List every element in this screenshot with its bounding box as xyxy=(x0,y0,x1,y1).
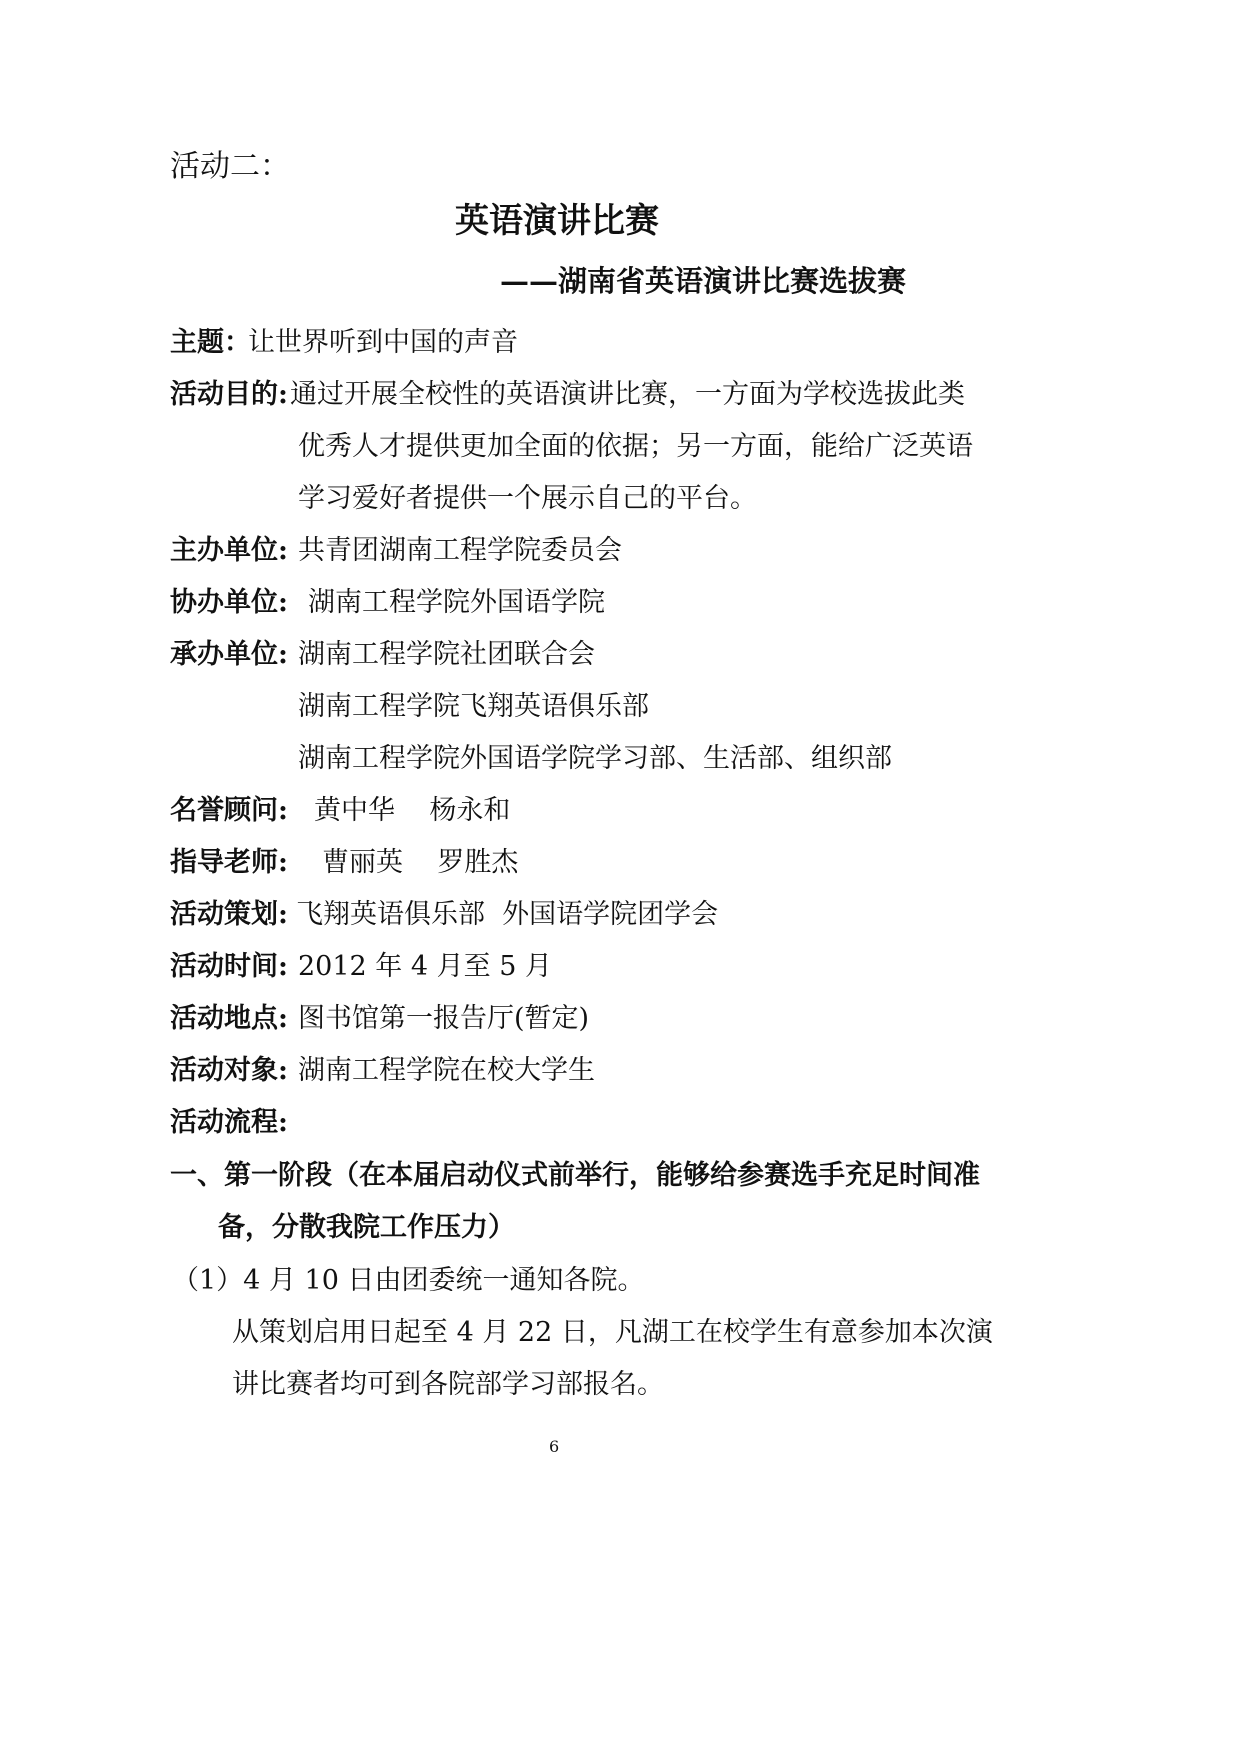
purpose-line: 通过开展全校性的英语演讲比赛，一方面为学校选拔此类 xyxy=(290,379,965,410)
purpose-line: 学习爱好者提供一个展示自己的平台。 xyxy=(298,483,757,514)
stage-one-heading: 一、第一阶段（在本届启动仪式前举行，能够给参赛选手充足时间准 xyxy=(170,1160,980,1191)
instructor-label: 指导老师: xyxy=(170,847,288,878)
host-label: 主办单位: xyxy=(170,535,288,566)
co-host-value: 湖南工程学院外国语学院 xyxy=(308,587,605,618)
organizer-line: 湖南工程学院外国语学院学习部、生活部、组织部 xyxy=(298,743,892,774)
venue-label: 活动地点: xyxy=(170,1003,288,1034)
purpose-line: 优秀人才提供更加全面的依据；另一方面，能给广泛英语 xyxy=(298,431,973,462)
theme-value: 让世界听到中国的声音 xyxy=(248,327,518,358)
step-one-line: 讲比赛者均可到各院部学习部报名。 xyxy=(232,1369,664,1400)
organizer-line: 湖南工程学院社团联合会 xyxy=(298,639,595,670)
section-heading: 活动二： xyxy=(170,149,290,184)
co-host-label: 协办单位: xyxy=(170,587,288,618)
document-title: 英语演讲比赛 xyxy=(455,201,659,241)
planning-value: 飞翔英语俱乐部 外国语学院团学会 xyxy=(296,899,719,930)
planning-label: 活动策划: xyxy=(170,899,288,930)
organizer-line: 湖南工程学院飞翔英语俱乐部 xyxy=(298,691,649,722)
theme-label: 主题： xyxy=(170,327,251,358)
stage-one-heading: 备，分散我院工作压力） xyxy=(218,1212,515,1243)
host-value: 共青团湖南工程学院委员会 xyxy=(298,535,622,566)
venue-value: 图书馆第一报告厅(暂定) xyxy=(298,1003,590,1034)
page-number: 6 xyxy=(549,1437,560,1456)
step-one-line: （1）4 月 10 日由团委统一通知各院。 xyxy=(172,1265,645,1296)
audience-value: 湖南工程学院在校大学生 xyxy=(298,1055,595,1086)
organizer-label: 承办单位: xyxy=(170,639,288,670)
audience-label: 活动对象: xyxy=(170,1055,288,1086)
document-subtitle: ——湖南省英语演讲比赛选拔赛 xyxy=(500,264,907,298)
purpose-label: 活动目的: xyxy=(170,379,288,410)
honorary-advisor-label: 名誉顾问: xyxy=(170,795,288,826)
step-one-line: 从策划启用日起至 4 月 22 日，凡湖工在校学生有意参加本次演 xyxy=(232,1317,993,1348)
instructor-value: 曹丽英 罗胜杰 xyxy=(322,847,519,878)
time-label: 活动时间: xyxy=(170,951,288,982)
honorary-advisor-value: 黄中华 杨永和 xyxy=(314,795,511,826)
time-value: 2012 年 4 月至 5 月 xyxy=(298,951,552,982)
process-label: 活动流程: xyxy=(170,1107,288,1138)
